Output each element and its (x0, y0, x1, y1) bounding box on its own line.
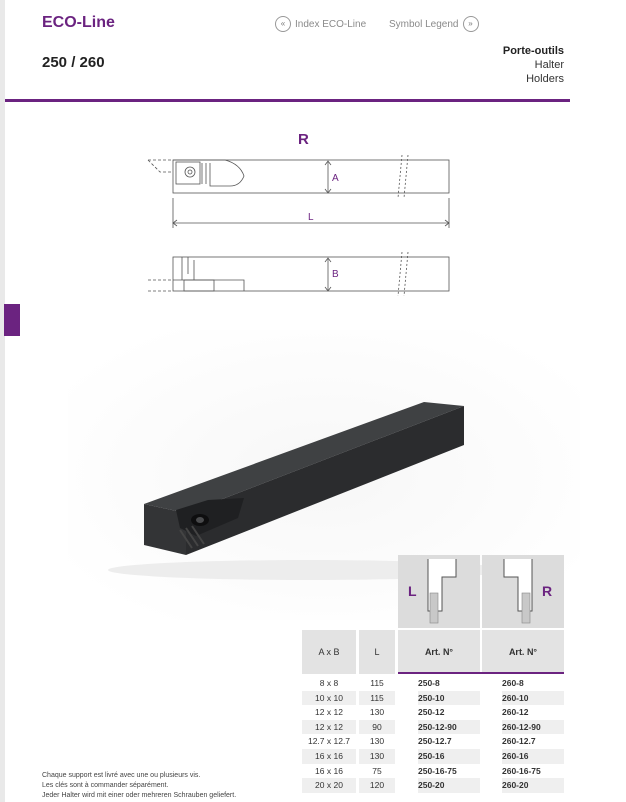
cell-l: 75 (372, 765, 382, 776)
cell-ab: 20 x 20 (302, 778, 356, 793)
table-row (302, 720, 564, 735)
cell-l: 130 (369, 736, 385, 747)
cell-art-left: 250-12.7 (418, 736, 452, 747)
section-tab-marker[interactable] (4, 304, 20, 336)
symbol-legend-link[interactable] (389, 16, 479, 32)
table-row (302, 749, 564, 764)
table-row (302, 734, 564, 749)
footnotes (42, 771, 236, 801)
cell-l: 130 (369, 707, 385, 718)
cell-art-left: 250-20 (418, 778, 480, 793)
cell-art-left: 250-12-90 (418, 720, 480, 735)
index-link[interactable] (275, 16, 366, 32)
cell-ab: 12 x 12 (302, 720, 356, 735)
table-row (302, 691, 564, 706)
left-hand-holder-header (398, 555, 480, 628)
cell-ab: 12.7 x 12.7 (307, 736, 351, 747)
left-hand-profile-icon (422, 559, 462, 625)
back-arrow-icon: « (275, 16, 291, 32)
table-header-divider (398, 672, 564, 674)
cell-art-left: 250-16-75 (418, 765, 457, 776)
left-hand-label: L (408, 583, 417, 599)
cell-art-right: 260-8 (502, 678, 524, 688)
cell-art-left: 250-12 (418, 707, 445, 718)
table-row (302, 764, 564, 779)
cell-art-right: 260-12.7 (502, 736, 536, 747)
cell-ab: 16 x 16 (315, 765, 343, 776)
table-row (302, 676, 564, 691)
header-divider (5, 99, 570, 102)
cell-art-right: 260-12-90 (502, 720, 564, 735)
col-header-art-right: Art. N° (482, 630, 564, 674)
symbol-legend-label: Symbol Legend (389, 18, 459, 30)
cell-ab: 12 x 12 (315, 707, 343, 718)
right-hand-holder-header (482, 555, 564, 628)
note-fr-1: Chaque support est livré avec une ou plusieurs vis. (42, 772, 201, 779)
technical-drawing (140, 150, 460, 300)
cell-art-right: 260-10 (502, 691, 564, 706)
col-header-art-left: Art. N° (398, 630, 480, 674)
index-link-label: Index ECO-Line (295, 18, 367, 30)
cell-l: 90 (359, 720, 395, 735)
cell-art-left: 250-8 (418, 678, 440, 688)
cell-ab: 10 x 10 (302, 691, 356, 706)
note-fr-2: Les clés sont à commander séparément. (42, 782, 169, 789)
note-de-1: Jeder Halter wird mit einer oder mehreren Schrauben geliefert. (42, 792, 237, 799)
page-margin-strip (0, 0, 5, 802)
cell-art-right: 260-20 (502, 778, 564, 793)
cell-art-right: 260-16-75 (502, 765, 541, 776)
series-title: 250 / 260 (42, 54, 105, 71)
forward-arrow-icon: » (463, 16, 479, 32)
cell-l: 115 (370, 678, 384, 688)
title-de: Halter (534, 59, 564, 71)
dim-a-label: A (332, 173, 339, 184)
cell-l: 120 (359, 778, 395, 793)
table-row (302, 778, 564, 793)
cell-ab: 16 x 16 (302, 749, 356, 764)
cell-art-left: 250-10 (418, 691, 480, 706)
dim-b-label: B (332, 269, 339, 280)
right-hand-profile-icon (498, 559, 538, 625)
title-fr: Porte-outils (502, 45, 564, 57)
col-header-l: L (359, 630, 395, 674)
brand-title: ECO-Line (42, 14, 115, 31)
cell-l: 115 (359, 691, 395, 706)
title-en: Holders (526, 73, 564, 85)
dim-l-label: L (308, 212, 314, 223)
table-row (302, 705, 564, 720)
cell-l: 130 (359, 749, 395, 764)
product-category-titles (503, 44, 564, 86)
cell-art-left: 250-16 (418, 749, 480, 764)
col-header-ab: A x B (302, 630, 356, 674)
right-hand-label: R (542, 583, 553, 599)
orientation-label: R (298, 131, 309, 148)
cell-art-right: 260-12 (502, 707, 529, 718)
cell-ab: 8 x 8 (319, 678, 339, 688)
cell-art-right: 260-16 (502, 749, 564, 764)
